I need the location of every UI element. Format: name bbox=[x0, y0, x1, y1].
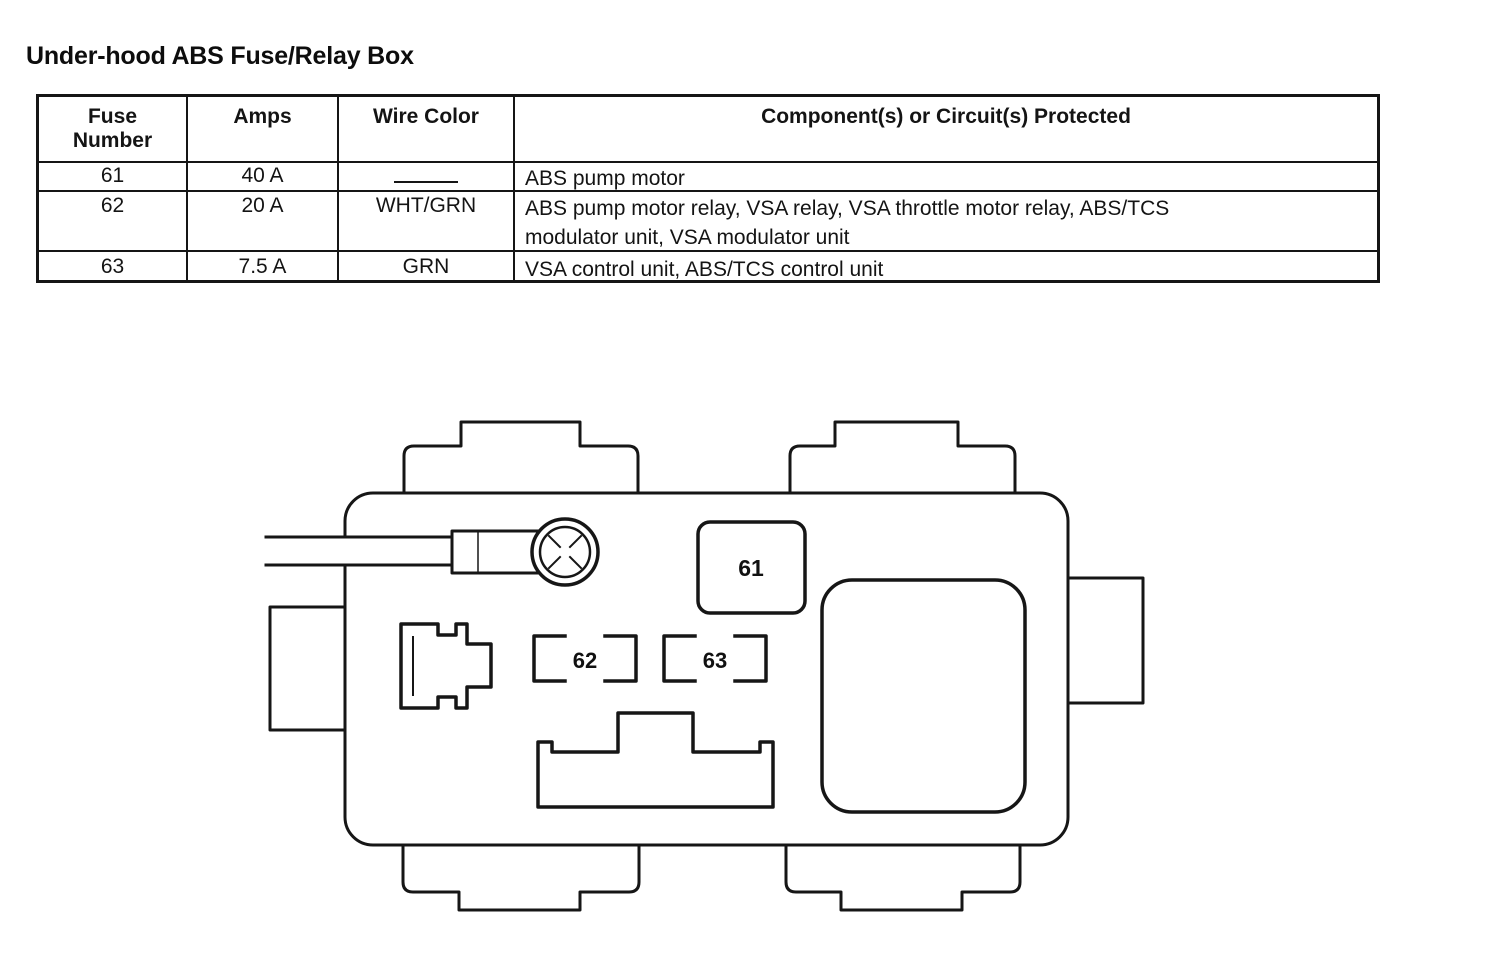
page-title: Under-hood ABS Fuse/Relay Box bbox=[26, 42, 414, 70]
table-row-62-amps: 20 A bbox=[186, 190, 337, 250]
table-row-63-amps: 7.5 A bbox=[186, 250, 337, 280]
col-header-amps: Amps bbox=[186, 97, 337, 161]
protected-line: modulator unit, VSA modulator unit bbox=[525, 226, 850, 249]
right-mount-lug bbox=[1068, 578, 1143, 703]
battery-cable bbox=[266, 537, 452, 565]
fuse-63-label: 63 bbox=[702, 648, 728, 673]
table-row-63-wire-color: GRN bbox=[337, 250, 513, 280]
top-tab-left bbox=[404, 422, 638, 496]
bottom-tab-right bbox=[786, 843, 1020, 910]
col-header-fuse-number-line1: Fuse bbox=[87, 105, 137, 128]
col-header-fuse-number-line2: Number bbox=[72, 129, 153, 152]
fuse-61 bbox=[698, 522, 805, 613]
protected-line: VSA control unit, ABS/TCS control unit bbox=[525, 258, 884, 281]
top-tab-right bbox=[790, 422, 1015, 496]
bottom-tab-left bbox=[403, 843, 639, 910]
col-header-protected: Component(s) or Circuit(s) Protected bbox=[513, 97, 1377, 161]
protected-line: ABS pump motor relay, VSA relay, VSA throttle motor relay, ABS/TCS bbox=[525, 197, 1170, 220]
relay-socket bbox=[822, 580, 1025, 812]
table-row-61-fuse-number: 61 bbox=[39, 161, 186, 190]
table-row-62-fuse-number: 62 bbox=[39, 190, 186, 250]
fuse-61-label: 61 bbox=[738, 555, 764, 581]
left-mount-lug bbox=[270, 607, 346, 730]
fuse-62-label: 62 bbox=[572, 648, 598, 673]
table-row-63-fuse-number: 63 bbox=[39, 250, 186, 280]
table-row-61-amps: 40 A bbox=[186, 161, 337, 190]
protected-line: ABS pump motor bbox=[525, 167, 685, 190]
col-header-wire-color: Wire Color bbox=[337, 97, 513, 161]
table-row-62-wire-color: WHT/GRN bbox=[337, 190, 513, 250]
